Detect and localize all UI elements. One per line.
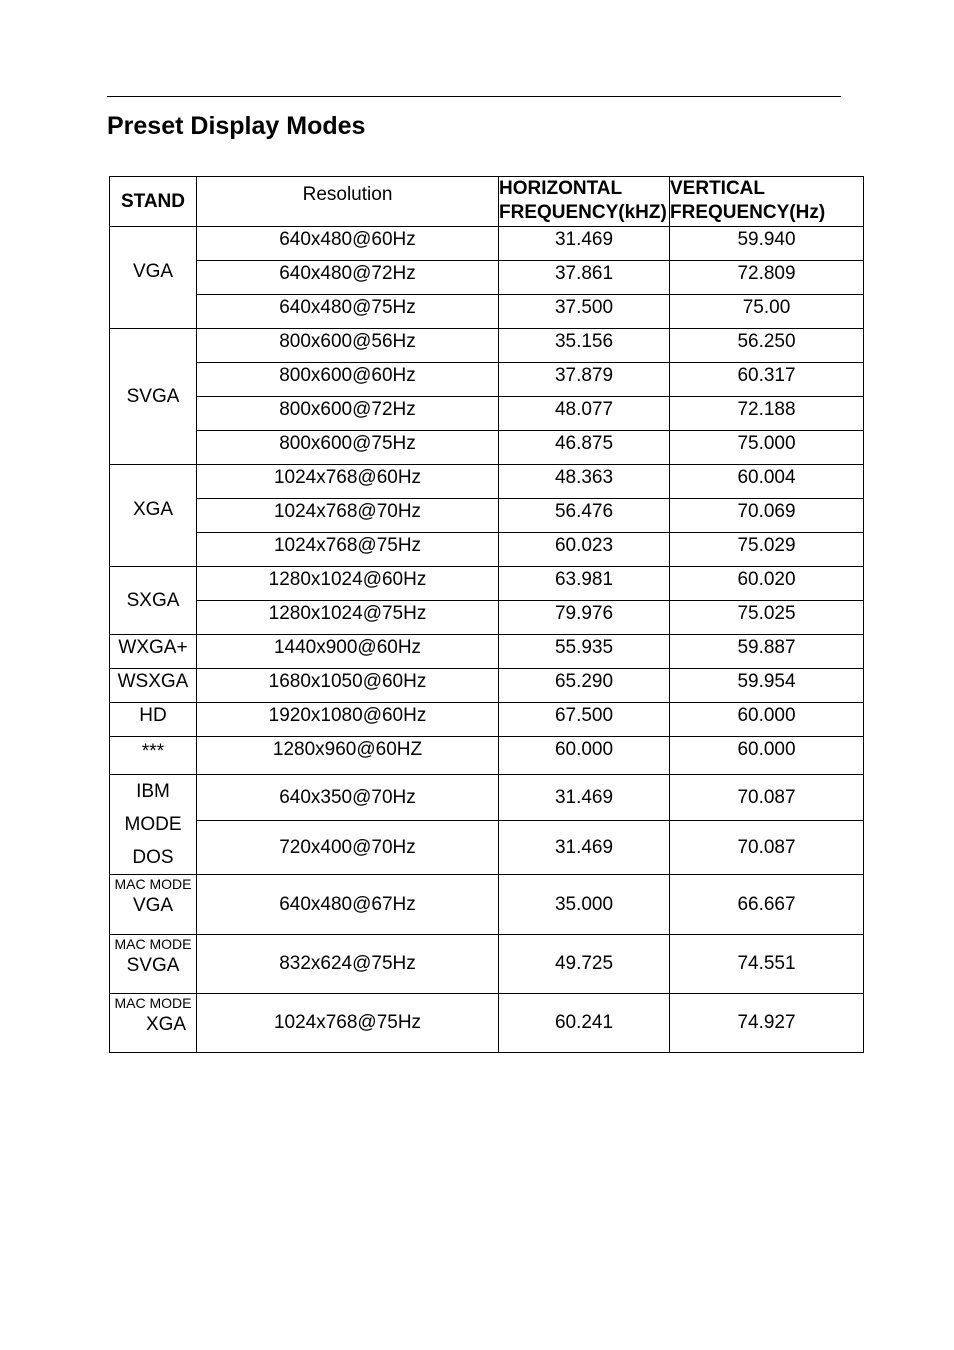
table-row bbox=[110, 635, 864, 669]
vertical-cell: 59.954 bbox=[670, 669, 864, 703]
horizontal-cell: 37.500 bbox=[499, 295, 670, 329]
vertical-cell: 60.004 bbox=[670, 465, 864, 499]
vertical-cell: 75.00 bbox=[670, 295, 864, 329]
resolution-cell: 800x600@56Hz bbox=[197, 329, 499, 363]
horizontal-cell: 31.469 bbox=[499, 775, 670, 821]
vertical-cell: 60.317 bbox=[670, 363, 864, 397]
stand-cell: VGA bbox=[110, 227, 197, 329]
table-row bbox=[110, 994, 864, 1053]
table-row bbox=[110, 821, 864, 875]
horizontal-cell: 46.875 bbox=[499, 431, 670, 465]
horizontal-cell: 35.000 bbox=[499, 875, 670, 935]
mac-mode-caption: MAC MODE bbox=[114, 995, 192, 1011]
vertical-cell: 70.087 bbox=[670, 821, 864, 875]
horizontal-cell: 79.976 bbox=[499, 601, 670, 635]
resolution-cell: 640x480@72Hz bbox=[197, 261, 499, 295]
stand-label: VGA bbox=[132, 895, 174, 916]
resolution-cell: 640x480@60Hz bbox=[197, 227, 499, 261]
header-horizontal-line1: HORIZONTAL bbox=[499, 178, 623, 199]
vertical-cell: 75.029 bbox=[670, 533, 864, 567]
header-vertical-frequency bbox=[670, 177, 864, 227]
horizontal-cell: 48.363 bbox=[499, 465, 670, 499]
resolution-cell: 1024x768@70Hz bbox=[197, 499, 499, 533]
horizontal-cell: 60.241 bbox=[499, 994, 670, 1053]
resolution-cell: 1024x768@75Hz bbox=[197, 994, 499, 1053]
table-row bbox=[110, 227, 864, 261]
table-header-row bbox=[110, 177, 864, 227]
header-stand: STAND bbox=[110, 177, 197, 227]
resolution-cell: 640x480@67Hz bbox=[197, 875, 499, 935]
horizontal-cell: 60.000 bbox=[499, 737, 670, 775]
stand-cell: HD bbox=[110, 703, 197, 737]
stand-cell-ibm-mode-dos bbox=[110, 775, 197, 875]
resolution-cell: 1024x768@60Hz bbox=[197, 465, 499, 499]
vertical-cell: 56.250 bbox=[670, 329, 864, 363]
horizontal-cell: 31.469 bbox=[499, 821, 670, 875]
table-row bbox=[110, 875, 864, 935]
stand-label: XGA bbox=[145, 1014, 187, 1035]
table-row bbox=[110, 465, 864, 499]
stand-line: DOS bbox=[132, 847, 174, 868]
vertical-cell: 70.069 bbox=[670, 499, 864, 533]
vertical-cell: 60.000 bbox=[670, 737, 864, 775]
resolution-cell: 1280x960@60HZ bbox=[197, 737, 499, 775]
resolution-cell: 800x600@60Hz bbox=[197, 363, 499, 397]
vertical-cell: 75.000 bbox=[670, 431, 864, 465]
table-row bbox=[110, 261, 864, 295]
horizontal-cell: 49.725 bbox=[499, 935, 670, 994]
vertical-cell: 60.020 bbox=[670, 567, 864, 601]
vertical-cell: 72.809 bbox=[670, 261, 864, 295]
horizontal-cell: 65.290 bbox=[499, 669, 670, 703]
resolution-cell: 1024x768@75Hz bbox=[197, 533, 499, 567]
stand-cell-mac-mode bbox=[110, 875, 197, 935]
vertical-cell: 60.000 bbox=[670, 703, 864, 737]
header-resolution: Resolution bbox=[197, 177, 499, 227]
header-horizontal-line2: FREQUENCY(kHZ) bbox=[499, 202, 667, 223]
horizontal-cell: 55.935 bbox=[499, 635, 670, 669]
vertical-cell: 70.087 bbox=[670, 775, 864, 821]
header-horizontal-frequency bbox=[499, 177, 670, 227]
table-row bbox=[110, 499, 864, 533]
resolution-cell: 1440x900@60Hz bbox=[197, 635, 499, 669]
table-row bbox=[110, 363, 864, 397]
stand-cell: SVGA bbox=[110, 329, 197, 465]
stand-line: MODE bbox=[124, 814, 182, 835]
mac-mode-caption: MAC MODE bbox=[114, 936, 192, 952]
stand-cell-mac-mode bbox=[110, 935, 197, 994]
stand-cell: *** bbox=[110, 737, 197, 775]
resolution-cell: 800x600@75Hz bbox=[197, 431, 499, 465]
stand-cell: SXGA bbox=[110, 567, 197, 635]
resolution-cell: 720x400@70Hz bbox=[197, 821, 499, 875]
horizontal-cell: 63.981 bbox=[499, 567, 670, 601]
resolution-cell: 640x480@75Hz bbox=[197, 295, 499, 329]
vertical-cell: 74.927 bbox=[670, 994, 864, 1053]
stand-line: IBM bbox=[136, 781, 170, 802]
header-vertical-line2: FREQUENCY(Hz) bbox=[670, 202, 826, 223]
table-row bbox=[110, 775, 864, 821]
stand-cell: XGA bbox=[110, 465, 197, 567]
stand-cell-mac-mode bbox=[110, 994, 197, 1053]
vertical-cell: 59.887 bbox=[670, 635, 864, 669]
horizontal-cell: 60.023 bbox=[499, 533, 670, 567]
resolution-cell: 1920x1080@60Hz bbox=[197, 703, 499, 737]
table-row bbox=[110, 397, 864, 431]
resolution-cell: 832x624@75Hz bbox=[197, 935, 499, 994]
resolution-cell: 1280x1024@60Hz bbox=[197, 567, 499, 601]
resolution-cell: 1280x1024@75Hz bbox=[197, 601, 499, 635]
vertical-cell: 59.940 bbox=[670, 227, 864, 261]
resolution-cell: 800x600@72Hz bbox=[197, 397, 499, 431]
stand-cell: WSXGA bbox=[110, 669, 197, 703]
horizontal-cell: 56.476 bbox=[499, 499, 670, 533]
header-vertical-line1: VERTICAL bbox=[670, 178, 765, 199]
page-title: Preset Display Modes bbox=[107, 112, 366, 140]
table-row bbox=[110, 329, 864, 363]
vertical-cell: 66.667 bbox=[670, 875, 864, 935]
header-rule bbox=[107, 96, 841, 97]
table-row bbox=[110, 533, 864, 567]
table-row bbox=[110, 935, 864, 994]
vertical-cell: 74.551 bbox=[670, 935, 864, 994]
horizontal-cell: 35.156 bbox=[499, 329, 670, 363]
horizontal-cell: 37.861 bbox=[499, 261, 670, 295]
resolution-cell: 1680x1050@60Hz bbox=[197, 669, 499, 703]
table-row bbox=[110, 431, 864, 465]
horizontal-cell: 37.879 bbox=[499, 363, 670, 397]
table-row bbox=[110, 703, 864, 737]
stand-cell: WXGA+ bbox=[110, 635, 197, 669]
horizontal-cell: 31.469 bbox=[499, 227, 670, 261]
table-row bbox=[110, 737, 864, 775]
table-row bbox=[110, 295, 864, 329]
mac-mode-caption: MAC MODE bbox=[114, 876, 192, 892]
horizontal-cell: 48.077 bbox=[499, 397, 670, 431]
resolution-cell: 640x350@70Hz bbox=[197, 775, 499, 821]
table-row bbox=[110, 669, 864, 703]
vertical-cell: 72.188 bbox=[670, 397, 864, 431]
stand-label: SVGA bbox=[126, 955, 180, 976]
preset-modes-table bbox=[109, 176, 864, 1053]
vertical-cell: 75.025 bbox=[670, 601, 864, 635]
table-row bbox=[110, 601, 864, 635]
horizontal-cell: 67.500 bbox=[499, 703, 670, 737]
table-row bbox=[110, 567, 864, 601]
